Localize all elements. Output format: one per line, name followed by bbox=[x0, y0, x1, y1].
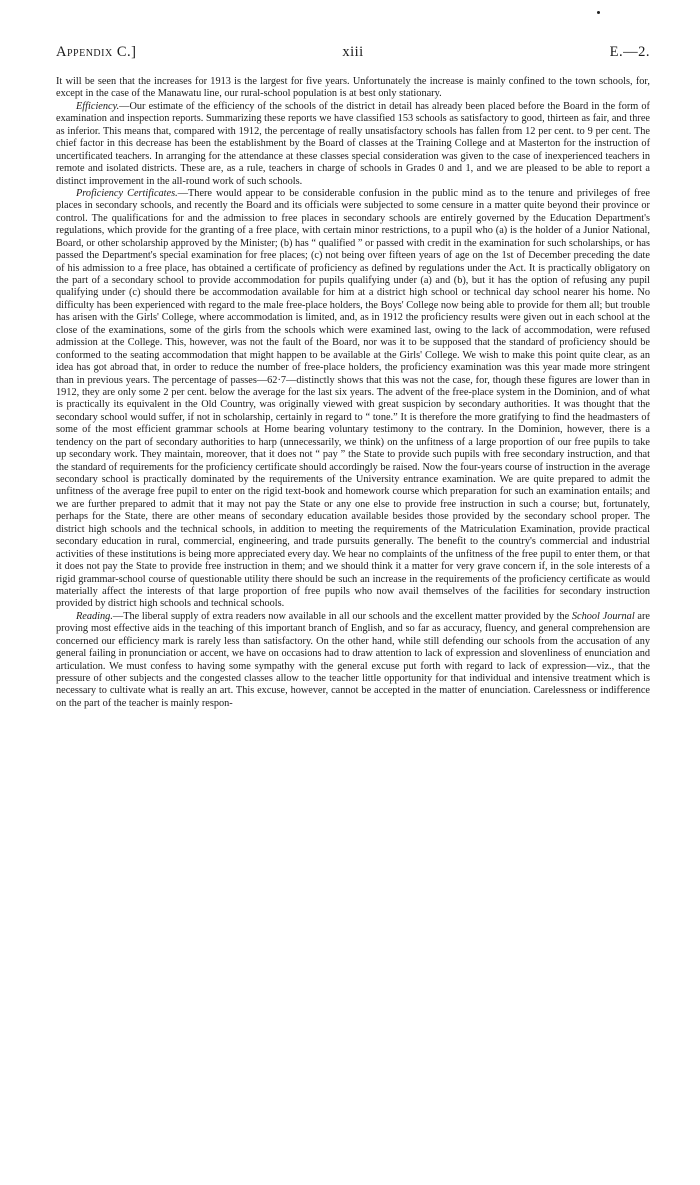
publication-title: School Journal bbox=[571, 610, 635, 622]
header-appendix-label: Appendix C.] bbox=[56, 44, 137, 60]
paragraph-reading bbox=[56, 611, 650, 711]
paragraph-text: —There would appear to be considerable confusion in the public mind as to the tenure and privileges of free places in secondary schools, and recently the Board and its officials were subjected to some censure in a matter quite beyond their province or control. The qualifications for and the admission to free places in secondary schools are entirely governed by the Education Department's regulations, which provide for the granting of a free place, with certain minor restrictions, to a pupil who (a) is the holder of a Junior National, Board, or other scholarship approved by the Minister; (b) has “ qualified ” or passed with credit in the examination for such scholarships, or has passed the Department's special examination for free places; (c) not being over fifteen years of age on the 1st of December preceding the date of his admission to a free place, has obtained a certificate of proficiency as defined by regulations under the Act. It is practically obligatory on the part of a secondary school to provide accommodation for pupils qualifying under (a) and (b), but it has the option of refusing any pupil qualifying under (c) should there be accommodation available for him at a district high school or technical day school nearer his home. No difficulty has been experienced with regard to the male free-place holders, the Boys' College now being able to provide for them all; but trouble has arisen with the Girls' College, where accommodation is limited, and, as in 1912 the proficiency results were given out in each school at the close of the examinations, some of the girls from the schools which were examined last, owing to the lack of accommodation, were refused admission at the College. This, however, was not the fault of the Board, nor was it to be supposed that the standard of proficiency should be conformed to the seating accommodation that might happen to be available at the Girls' College. We wish to make this point quite clear, as an idea has got abroad that, in order to reduce the number of free-place holders, the proficiency examination was this year made more stringent than in previous years. The percentage of passes—62·7—distinctly shows that this was not the case, for, though these figures are lower than in 1912, they are only some 2 per cent. below the average for the last six years. The advent of the free-place system in the Dominion, and of what is practically its equivalent in the Old Country, was originally viewed with great suspicion by secondary authorities. It was thought that the secondary school would suffer, if not in scholarship, certainly in regard to “ tone.” It is therefore the more gratifying to find the headmasters of some of the most efficient grammar schools at Home bearing voluntary testimony to the contrary. In the Dominion, however, there is a tendency on the part of secondary authorities to harp (unnecessarily, we think) on the unfitness of a large proportion of our free pupils to take up secondary work. They maintain, moreover, that it does not “ pay ” the State to provide such pupils with free secondary instruction, and that the standard of requirements for the proficiency certificate should accordingly be raised. Now the four-years course of instruction in the average secondary school is practically dominated by the requirements of the University entrance examination. We are quite prepared to admit the unfitness of the average free pupil to enter on the rigid text-book and homework course which preparation for such an examination entails; and we are further prepared to admit that it may not pay the State or any one else to provide free instruction in such a course; but, fortunately, perhaps for the State, there are other means of secondary education available besides those provided by the secondary school proper. The district high schools and the technical schools, in addition to meeting the requirements of the Matriculation Examination, provide practical secondary education in rural, commercial, engineering, and trade pursuits generally. The benefit to the country's commercial and industrial activities of these institutions is being more appreciated every day. We hear no complaints of the unfitness of the free pupil to enter them, or that it does not pay the State to provide free instruction in them; and we should think it a matter for very grave concern if, in the sole interests of a rigid grammar-school course of questionable utility there should be such an increase in the requirements of the proficiency certificate as would materially affect the interests of that large proportion of free pupils who now avail themselves of the facilities for secondary instruction provided by district high schools and technical schools. bbox=[56, 187, 650, 610]
paragraph-text: It will be seen that the increases for 1913 is the largest for five years. Unfortunately the increase is mainly confined to the town schools, for, except in the case of the Manawatu line, our rural-school population is at best only stationary. bbox=[56, 76, 650, 100]
header-page-number: xiii bbox=[342, 44, 364, 60]
report-body bbox=[56, 76, 650, 710]
paragraph-enrolment bbox=[56, 76, 650, 101]
section-heading-efficiency: Efficiency. bbox=[76, 100, 120, 112]
paragraph-text: are proving most effective aids in the teaching of this important branch of English, and so far as accuracy, fluency, and general comprehension are concerned our efficiency mark is rarely less than satisfactory. On the other hand, while still defending our schools from the accusation of any general failing in pronunciation or accent, we have on occasions had to draw attention to lack of expression and slovenliness of enunciation and articulation. We must confess to having some sympathy with the general excuse put forth with regard to lack of expression—viz., that the pressure of other subjects and the congested classes allow to the teacher little opportunity for that individual and intensive treatment which is necessary to cultivate what is really an art. This excuse, however, cannot be accepted in the matter of enunciation. Carelessness or indifference on the part of the teacher is mainly respon- bbox=[56, 610, 650, 709]
paragraph-text: —The liberal supply of extra readers now available in all our schools and the excellent matter provided by the bbox=[112, 610, 572, 622]
paragraph-text: —Our estimate of the efficiency of the schools of the district in detail has already been placed before the Board in the form of examination and inspection reports. Summarizing these reports we have classified 153 schools as satisfactory to good, thirteen as fair, and three as inferior. This means that, compared with 1912, the percentage of really unsatisfactory schools has fallen from 12 per cent. to 9 per cent. The chief factor in this decrease has been the establishment by the Board of classes at the Training College and at Masterton for the instruction of uncertificated teachers. In arranging for the attendance at these classes special consideration was given to the case of inexperienced teachers in remote and isolated districts. These are, as a rule, teachers in charge of schools in Grades 0 and 1, and we are pleased to be able to report a distinct improvement in the all-round work of such schools. bbox=[56, 100, 650, 187]
header-document-code: E.—2. bbox=[609, 44, 650, 60]
section-heading-reading: Reading. bbox=[76, 610, 113, 622]
section-heading-proficiency: Proficiency Certificates. bbox=[76, 187, 178, 199]
page-header bbox=[56, 44, 650, 64]
paragraph-proficiency-certificates bbox=[56, 188, 650, 611]
paragraph-efficiency bbox=[56, 101, 650, 188]
ink-speck bbox=[597, 11, 600, 14]
